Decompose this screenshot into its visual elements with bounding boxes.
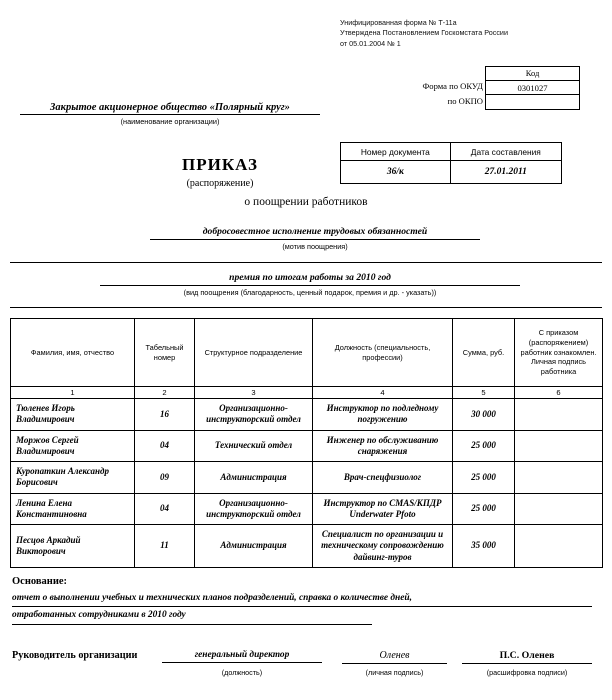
okud-label: Форма по ОКУД (422, 81, 483, 91)
document-number-header: Номер документа (341, 143, 451, 161)
row-position: Специалист по организации и техническому сопровождению дайвинг-туров (313, 525, 453, 568)
motive-caption: (мотив поощрения) (282, 242, 348, 251)
form-meta-line-1: Унифицированная форма № Т-11а (340, 18, 457, 27)
row-name: Песцов Аркадий Викторович (11, 525, 135, 568)
row-tab-number: 04 (135, 493, 195, 525)
column-number-1: 1 (11, 387, 135, 399)
row-position: Инструктор по CMAS/КПДР Underwater Pfoto (313, 493, 453, 525)
row-name: Куропаткин Александр Борисович (11, 462, 135, 494)
column-number-3: 3 (195, 387, 313, 399)
award-value: премия по итогам работы за 2010 год (100, 272, 520, 286)
document-title-sub: (распоряжение) (186, 178, 254, 189)
row-position: Инструктор по подледному погружению (313, 399, 453, 431)
row-amount: 25 000 (453, 430, 515, 462)
row-signature[interactable] (515, 399, 603, 431)
document-date-value: 27.01.2011 (450, 161, 561, 184)
row-name: Моржов Сергей Владимирович (11, 430, 135, 462)
row-division: Технический отдел (195, 430, 313, 462)
row-amount: 30 000 (453, 399, 515, 431)
column-number-5: 5 (453, 387, 515, 399)
okpo-value (485, 95, 580, 110)
row-position: Врач-спецфизиолог (313, 462, 453, 494)
table-header-row (11, 319, 603, 387)
document-subject: о поощрении работников (244, 196, 368, 208)
row-division: Организационно-инструкторский отдел (195, 399, 313, 431)
signature-handwritten: Оленев (342, 650, 447, 664)
document-date-header: Дата составления (450, 143, 561, 161)
document-title: ПРИКАЗ (182, 155, 258, 174)
row-amount: 25 000 (453, 462, 515, 494)
column-number-6: 6 (515, 387, 603, 399)
motive-value: добросовестное исполнение трудовых обязанностей (150, 226, 480, 240)
employees-table (10, 318, 603, 568)
row-signature[interactable] (515, 430, 603, 462)
row-signature[interactable] (515, 462, 603, 494)
form-meta (340, 18, 508, 49)
document-number-header-row (341, 143, 562, 161)
table-header-amount: Сумма, руб. (453, 319, 515, 387)
document-number-table (340, 142, 562, 184)
document-number-value: 36/к (341, 161, 451, 184)
award-block (100, 272, 520, 297)
okpo-row (330, 95, 580, 110)
signature-captions (12, 668, 602, 680)
basis-text (12, 594, 592, 625)
organization-caption: (наименование организации) (120, 117, 220, 126)
document-title-block (120, 155, 320, 189)
row-name: Тюленев Игорь Владимирович (11, 399, 135, 431)
basis-line-1: отчет о выполнении учебных и технических планов подразделений, справка о количестве дней, (12, 594, 592, 607)
divider-bottom (10, 567, 602, 568)
form-meta-line-3: от 05.01.2004 № 1 (340, 38, 401, 48)
motive-block (150, 226, 480, 251)
signature-name: П.С. Оленев (462, 650, 592, 664)
table-row (11, 399, 603, 431)
row-signature[interactable] (515, 493, 603, 525)
row-amount: 25 000 (453, 493, 515, 525)
table-row (11, 462, 603, 494)
divider-middle (10, 307, 602, 308)
table-row (11, 525, 603, 568)
document-number-value-row (341, 161, 562, 184)
row-tab-number: 16 (135, 399, 195, 431)
signature-block (12, 650, 602, 680)
row-tab-number: 11 (135, 525, 195, 568)
divider-top (10, 262, 602, 263)
table-header-name: Фамилия, имя, отчество (11, 319, 135, 387)
row-signature[interactable] (515, 525, 603, 568)
organization-name: Закрытое акционерное общество «Полярный круг» (20, 102, 320, 115)
okpo-label: по ОКПО (447, 96, 483, 106)
signature-name-caption: (расшифровка подписи) (486, 668, 568, 677)
basis-label: Основание: (12, 576, 68, 587)
table-row (11, 493, 603, 525)
row-division: Организационно-инструкторский отдел (195, 493, 313, 525)
okud-row (330, 80, 580, 95)
code-header: Код (485, 66, 580, 80)
row-tab-number: 09 (135, 462, 195, 494)
row-position: Инженер по обслуживанию снаряжения (313, 430, 453, 462)
table-row (11, 430, 603, 462)
signature-row (12, 650, 602, 666)
organization-block (20, 102, 320, 126)
basis-line-2: отработанных сотрудниками в 2010 году (12, 611, 372, 624)
okud-value: 0301027 (485, 80, 580, 95)
column-number-2: 2 (135, 387, 195, 399)
row-name: Ленина Елена Константиновна (11, 493, 135, 525)
award-caption: (вид поощрения (благодарность, ценный подарок, премия и др. - указать)) (183, 288, 437, 297)
table-header-division: Структурное подразделение (195, 319, 313, 387)
signature-sign-caption: (личная подпись) (365, 668, 424, 677)
table-column-number-row (11, 387, 603, 399)
signature-label: Руководитель организации (12, 650, 138, 661)
table-header-position: Должность (специальность, профессии) (313, 319, 453, 387)
signature-position-caption: (должность) (221, 668, 263, 677)
form-meta-line-2: Утверждена Постановлением Госкомстата России (340, 28, 508, 38)
table-header-tab-number: Табельный номер (135, 319, 195, 387)
table-header-signature: С приказом (распоряжением) работник ознакомлен. Личная подпись работника (515, 319, 603, 387)
column-number-4: 4 (313, 387, 453, 399)
row-division: Администрация (195, 462, 313, 494)
row-tab-number: 04 (135, 430, 195, 462)
signature-position: генеральный директор (162, 650, 322, 663)
row-division: Администрация (195, 525, 313, 568)
row-amount: 35 000 (453, 525, 515, 568)
